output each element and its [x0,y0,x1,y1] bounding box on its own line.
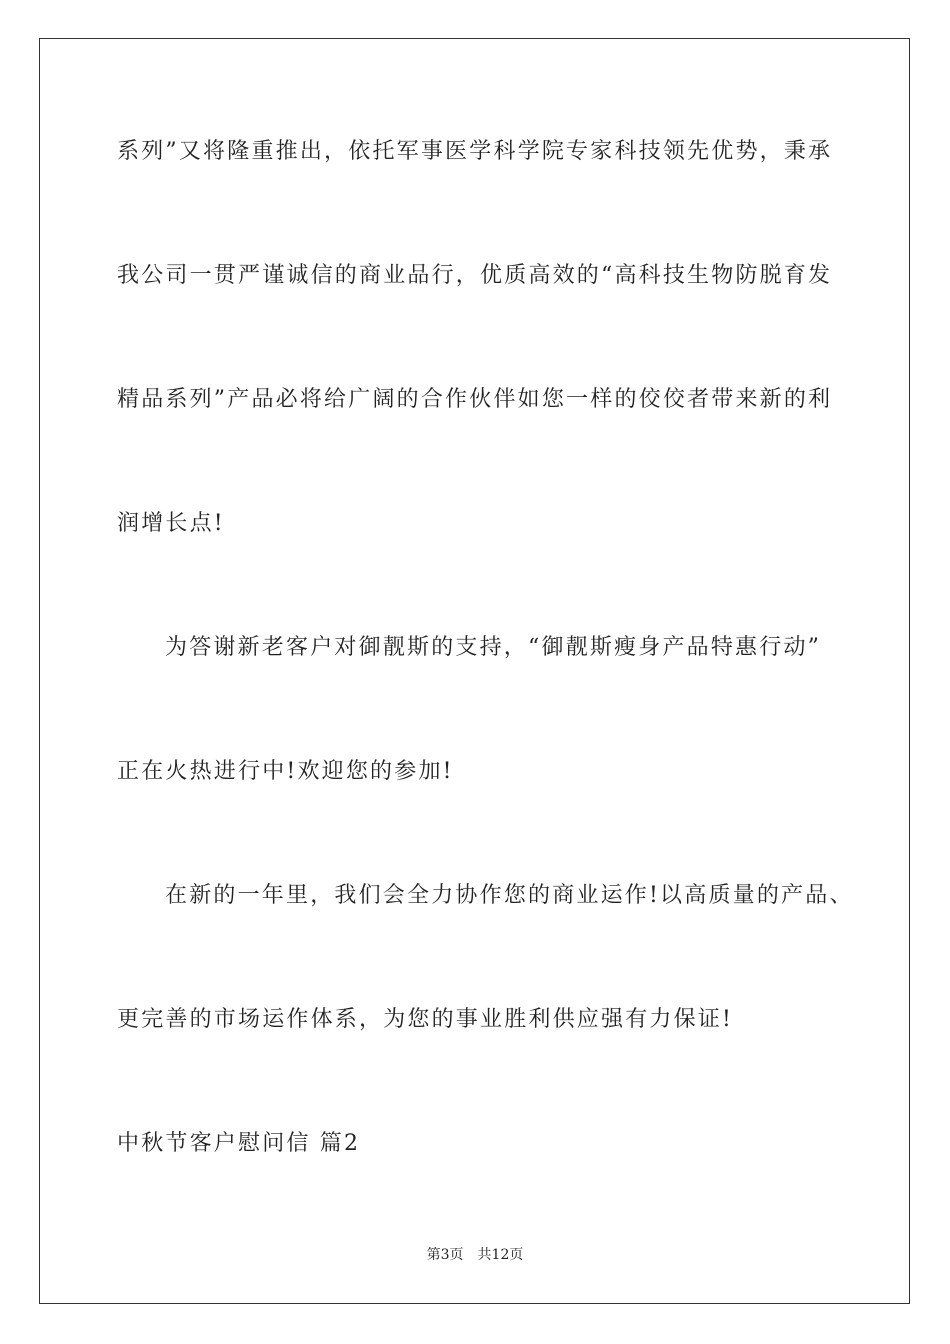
total-pages: 共12页 [477,1247,524,1263]
paragraph-start-line-7: 在新的一年里，我们会全力协作您的商业运作!以高质量的产品、 [165,883,854,908]
page-number: 第3页 [426,1247,464,1263]
text-line-3: 精品系列”产品必将给广阔的合作伙伴如您一样的佼佼者带来新的利 [117,387,833,412]
text-line-1: 系列”又将隆重推出，依托军事医学科学院专家科技领先优势，秉承 [117,139,833,164]
text-line-6: 正在火热进行中!欢迎您的参加! [117,759,454,784]
text-line-8: 更完善的市场运作体系，为您的事业胜利供应强有力保证! [117,1007,734,1032]
section-heading: 中秋节客户慰问信 篇2 [117,1131,361,1156]
page-border [39,38,910,1304]
text-line-2: 我公司一贯严谨诚信的商业品行，优质高效的“高科技生物防脱育发 [117,263,833,288]
page-footer [0,1246,950,1264]
paragraph-start-line-5: 为答谢新老客户对御靓斯的支持，“御靓斯瘦身产品特惠行动” [165,635,822,660]
text-line-4: 润增长点! [117,511,225,536]
